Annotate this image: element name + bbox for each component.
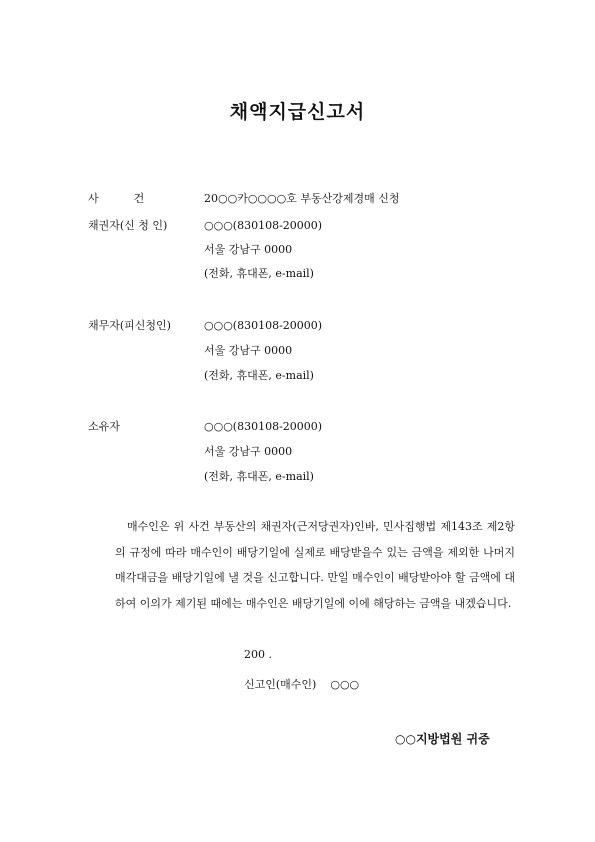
owner-contact-row: [0, 468, 595, 486]
owner-address: 서울 강남구 0000: [204, 445, 293, 458]
reporter-name: ○○○: [330, 678, 360, 691]
case-row: [0, 190, 595, 208]
debtor-address: 서울 강남구 0000: [204, 344, 293, 357]
court-addressee: ○○지방법원 귀중: [395, 732, 490, 746]
creditor-contact-row: [0, 265, 595, 283]
debtor-address-row: [0, 342, 595, 360]
debtor-name: ○○○(830108-20000): [204, 319, 323, 332]
reporter-label: 신고인(매수인): [244, 678, 317, 691]
creditor-address-row: [0, 241, 595, 259]
debtor-name-row: [0, 317, 595, 335]
owner-address-row: [0, 443, 595, 461]
case-label: 사 건: [88, 192, 145, 205]
creditor-contact: (전화, 휴대폰, e-mail): [204, 267, 314, 280]
debtor-label: 채무자(피신청인): [88, 319, 171, 332]
creditor-name-row: [0, 217, 595, 235]
case-value: 20○○카○○○○호 부동산강제경매 신청: [204, 192, 400, 205]
owner-contact: (전화, 휴대폰, e-mail): [204, 470, 314, 483]
owner-label: 소유자: [88, 420, 120, 433]
owner-name: ○○○(830108-20000): [204, 420, 323, 433]
debtor-contact: (전화, 휴대폰, e-mail): [204, 369, 314, 382]
creditor-label: 채권자(신 청 인): [88, 219, 168, 232]
owner-name-row: [0, 418, 595, 436]
reporter-line: [244, 676, 359, 692]
document-title: 채액지급신고서: [229, 101, 366, 123]
debtor-contact-row: [0, 367, 595, 385]
creditor-name: ○○○(830108-20000): [204, 219, 323, 232]
body-paragraph: 매수인은 위 사건 부동산의 채권자(근저당권자)인바, 민사집행법 제143조 제2항의 규정에 따라 매수인이 배당기일에 실제로 배당받을수 있는 금액을 제외한 나머지 매각대금을 배당기일에 낼 것을 신고합니다. 만일 매수인이 배당받아야 할 금액에 대하여 이의가 제기된 때에는 매수인은 배당기일에 이에 해당하는 금액을 내겠습니다.: [115, 520, 515, 610]
creditor-address: 서울 강남구 0000: [204, 243, 293, 256]
date-line: 200 .: [244, 648, 272, 661]
